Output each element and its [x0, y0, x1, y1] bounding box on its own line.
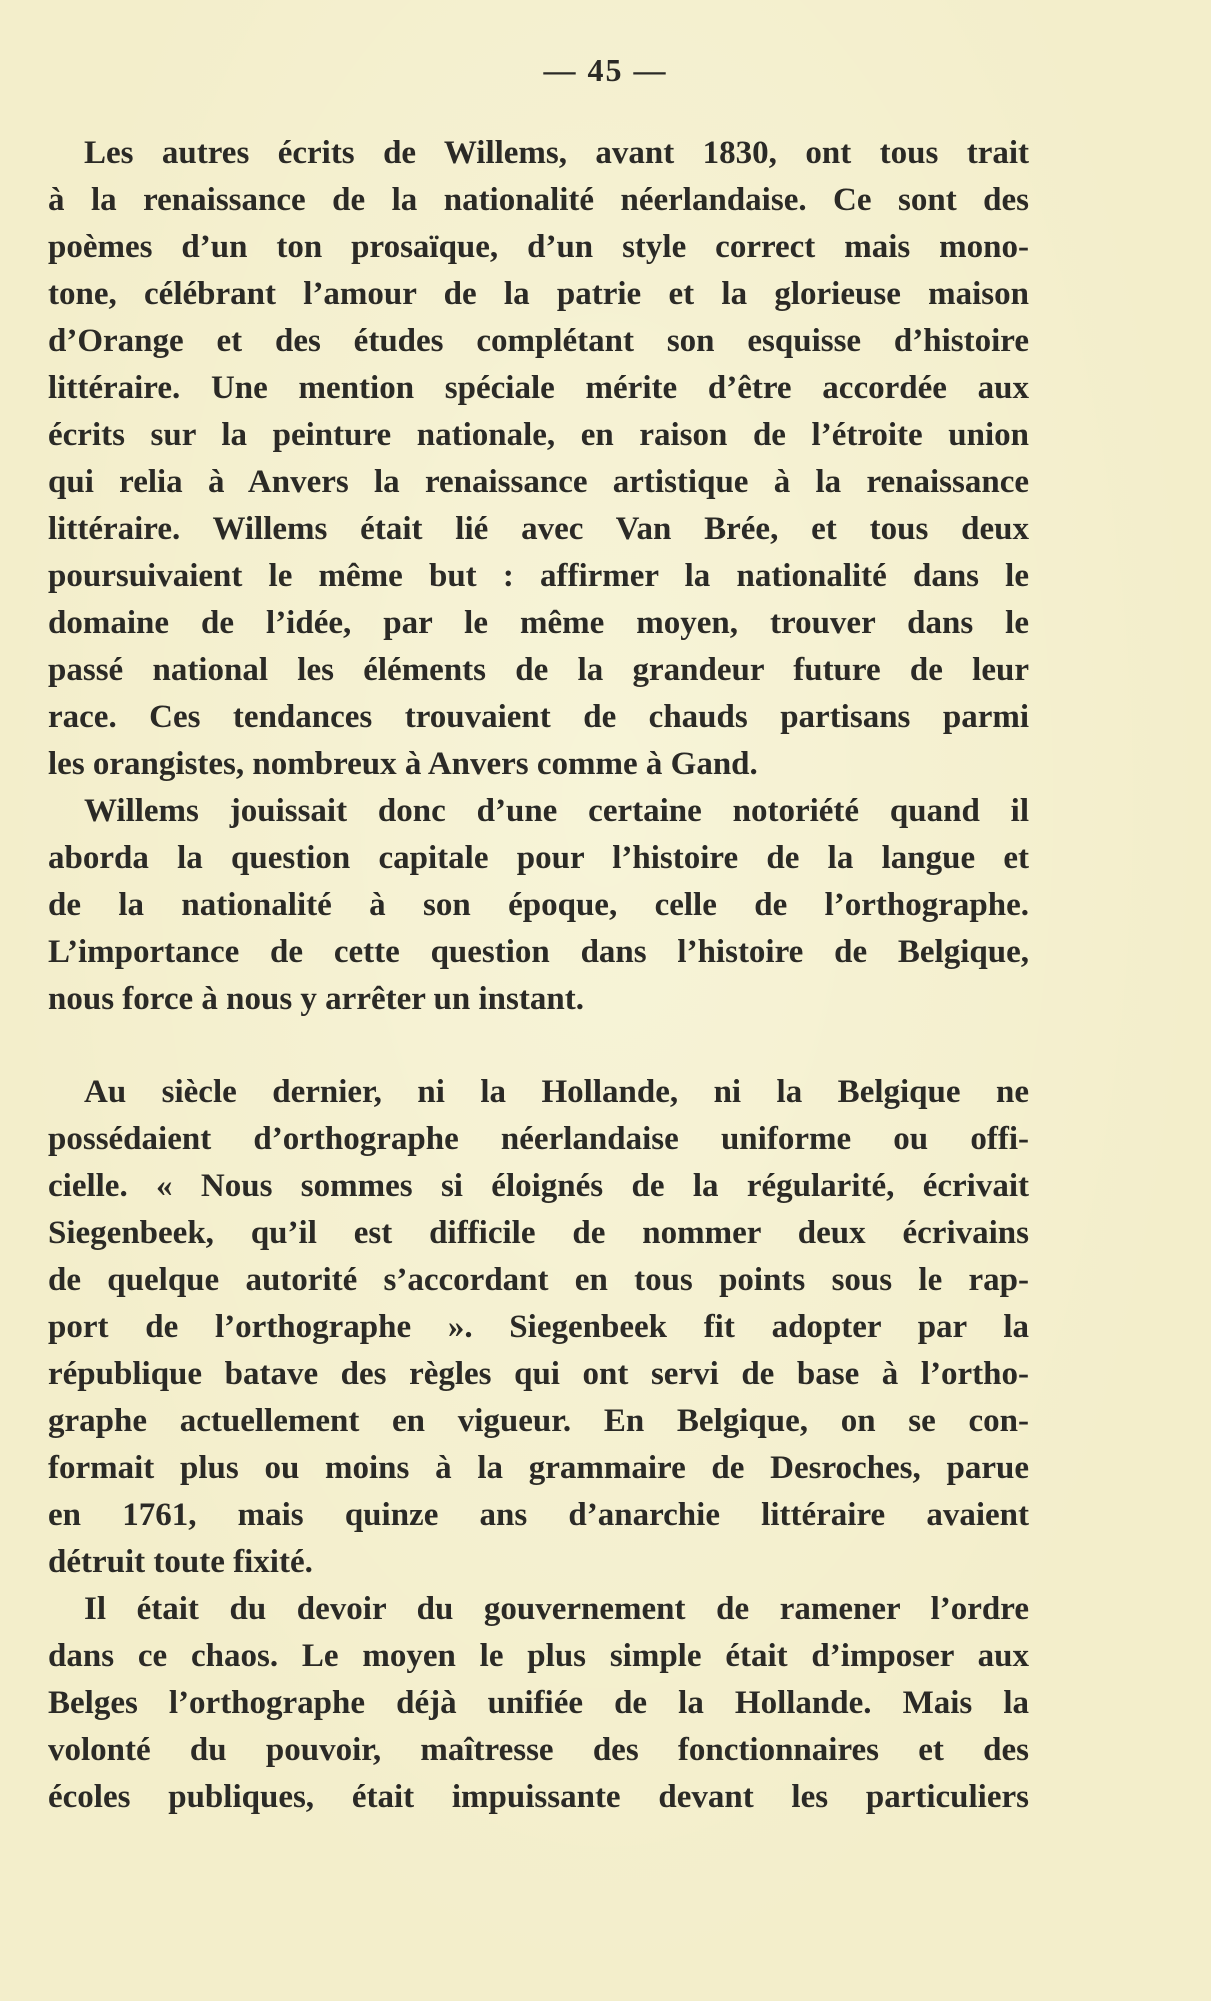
- text-line: poursuivaient le même but : affirmer la nationalité dans le: [48, 558, 1029, 594]
- text-line: de quelque autorité s’accordant en tous points sous le rap-: [48, 1262, 1029, 1298]
- text-line: cielle. « Nous sommes si éloignés de la régularité, écrivait: [48, 1168, 1029, 1204]
- text-line: Au siècle dernier, ni la Hollande, ni la Belgique ne: [84, 1074, 1029, 1110]
- text-line: passé national les éléments de la grandeur future de leur: [48, 652, 1029, 688]
- text-line: poèmes d’un ton prosaïque, d’un style correct mais mono-: [48, 229, 1029, 265]
- paragraph: [48, 1586, 1029, 1821]
- text-line: port de l’orthographe ». Siegenbeek fit adopter par la: [48, 1309, 1029, 1345]
- text-line: aborda la question capitale pour l’histoire de la langue et: [48, 840, 1029, 876]
- text-line: graphe actuellement en vigueur. En Belgique, on se con-: [48, 1403, 1029, 1439]
- text-line: tone, célébrant l’amour de la patrie et la glorieuse maison: [48, 276, 1029, 312]
- section-gap: [48, 1023, 1029, 1069]
- text-line: d’Orange et des études complétant son esquisse d’histoire: [48, 323, 1029, 359]
- text-line: de la nationalité à son époque, celle de l’orthographe.: [48, 887, 1029, 923]
- text-line: littéraire. Une mention spéciale mérite d’être accordée aux: [48, 370, 1029, 406]
- page-number: — 45 —: [543, 52, 668, 88]
- text-line: en 1761, mais quinze ans d’anarchie littéraire avaient: [48, 1497, 1029, 1533]
- text-line: Les autres écrits de Willems, avant 1830, ont tous trait: [84, 135, 1029, 171]
- text-line: écoles publiques, était impuissante devant les particuliers: [48, 1779, 1029, 1815]
- text-line: littéraire. Willems était lié avec Van Brée, et tous deux: [48, 511, 1029, 547]
- text-line: à la renaissance de la nationalité néerlandaise. Ce sont des: [48, 182, 1029, 218]
- text-line: détruit toute fixité.: [48, 1544, 313, 1580]
- text-line: république batave des règles qui ont servi de base à l’ortho-: [48, 1356, 1029, 1392]
- text-line: formait plus ou moins à la grammaire de Desroches, parue: [48, 1450, 1029, 1486]
- text-line: Il était du devoir du gouvernement de ramener l’ordre: [84, 1591, 1029, 1627]
- text-line: Belges l’orthographe déjà unifiée de la Hollande. Mais la: [48, 1685, 1029, 1721]
- text-line: écrits sur la peinture nationale, en raison de l’étroite union: [48, 417, 1029, 453]
- text-line: dans ce chaos. Le moyen le plus simple était d’imposer aux: [48, 1638, 1029, 1674]
- text-line: nous force à nous y arrêter un instant.: [48, 981, 584, 1017]
- text-line: les orangistes, nombreux à Anvers comme à Gand.: [48, 746, 758, 782]
- text-line: race. Ces tendances trouvaient de chauds partisans parmi: [48, 699, 1029, 735]
- text-line: domaine de l’idée, par le même moyen, trouver dans le: [48, 605, 1029, 641]
- text-line: L’importance de cette question dans l’histoire de Belgique,: [48, 934, 1029, 970]
- paragraph: [48, 1069, 1029, 1586]
- page-body: [48, 130, 1029, 1821]
- text-line: possédaient d’orthographe néerlandaise uniforme ou offi-: [48, 1121, 1029, 1157]
- text-line: qui relia à Anvers la renaissance artistique à la renaissance: [48, 464, 1029, 500]
- text-line: Willems jouissait donc d’une certaine notoriété quand il: [84, 793, 1029, 829]
- text-line: volonté du pouvoir, maîtresse des fonctionnaires et des: [48, 1732, 1029, 1768]
- paragraph: [48, 130, 1029, 788]
- text-line: Siegenbeek, qu’il est difficile de nommer deux écrivains: [48, 1215, 1029, 1251]
- paragraph: [48, 788, 1029, 1023]
